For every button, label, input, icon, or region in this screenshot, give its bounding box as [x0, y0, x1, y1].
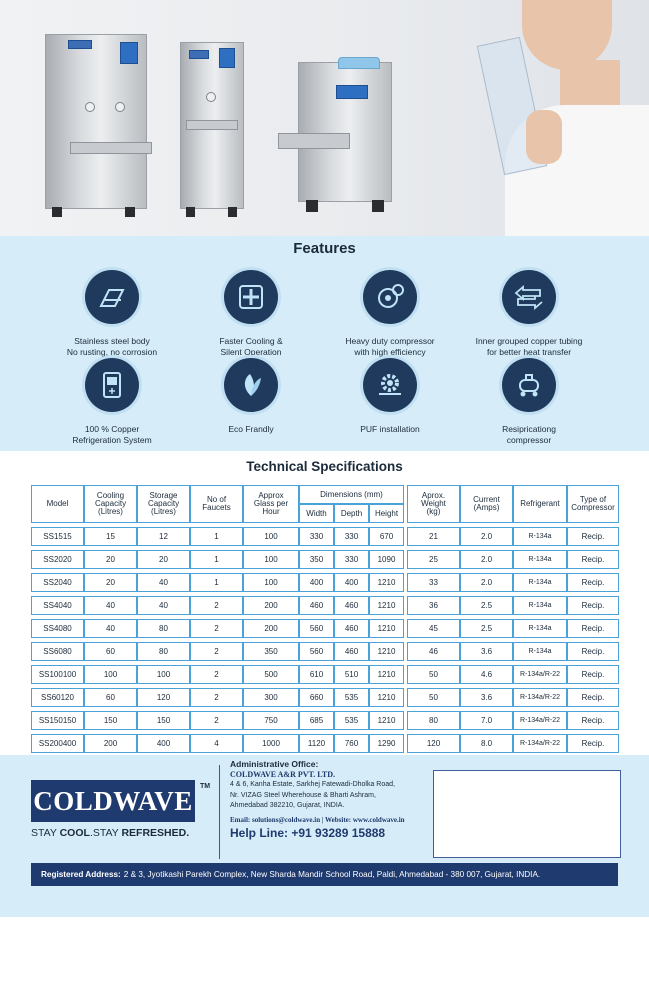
- table-cell-width: 460: [299, 596, 334, 615]
- cooler-leg: [52, 207, 62, 217]
- table-cell-glass-per-hour: 500: [243, 665, 299, 684]
- table-cell-width: 350: [299, 550, 334, 569]
- table-cell-weight: 46: [407, 642, 460, 661]
- table-cell-model: SS1515: [31, 527, 84, 546]
- table-cell-depth: 330: [334, 527, 369, 546]
- table-cell-current: 2.0: [460, 550, 513, 569]
- table-cell-glass-per-hour: 750: [243, 711, 299, 730]
- table-header-storage: Storage Capacity (Litres): [137, 485, 190, 523]
- table-cell-faucets: 2: [190, 665, 243, 684]
- table-cell-width: 660: [299, 688, 334, 707]
- feature-item: [42, 358, 182, 446]
- table-cell-glass-per-hour: 300: [243, 688, 299, 707]
- table-cell-refrigerant: R-134a: [513, 642, 567, 661]
- table-cell-cooling-capacity: 150: [84, 711, 137, 730]
- table-cell-storage-capacity: 12: [137, 527, 190, 546]
- table-header-model: Model: [31, 485, 84, 523]
- table-cell-weight: 80: [407, 711, 460, 730]
- table-cell-storage-capacity: 120: [137, 688, 190, 707]
- table-header-depth: Depth: [334, 504, 369, 523]
- feature-item: [42, 270, 182, 358]
- table-cell-refrigerant: R-134a/R-22: [513, 665, 567, 684]
- table-cell-current: 7.0: [460, 711, 513, 730]
- table-cell-model: SS4080: [31, 619, 84, 638]
- table-cell-model: SS6080: [31, 642, 84, 661]
- feature-label: for better heat transfer: [486, 347, 572, 357]
- company-name: COLDWAVE A&R PVT. LTD.: [230, 769, 335, 779]
- drip-tray: [278, 133, 350, 149]
- table-cell-depth: 400: [334, 573, 369, 592]
- table-header-glass: Approx Glass per Hour: [243, 485, 299, 523]
- table-header-current: Current (Amps): [460, 485, 513, 523]
- table-cell-faucets: 1: [190, 550, 243, 569]
- technical-specifications-section: [0, 451, 649, 755]
- table-cell-width: 685: [299, 711, 334, 730]
- table-header-height: Height: [369, 504, 404, 523]
- table-header-refrigerant: Refrigerant: [513, 485, 567, 523]
- table-header-compressor: Type of Compressor: [567, 485, 619, 523]
- table-cell-cooling-capacity: 20: [84, 573, 137, 592]
- table-cell-compressor: Recip.: [567, 596, 619, 615]
- faucet-icon: [115, 102, 125, 112]
- table-cell-cooling-capacity: 60: [84, 642, 137, 661]
- table-cell-current: 3.6: [460, 688, 513, 707]
- feature-label: compressor: [506, 435, 552, 445]
- helpline-number[interactable]: Help Line: +91 93289 15888: [230, 826, 386, 840]
- table-cell-compressor: Recip.: [567, 665, 619, 684]
- cooler-control-panel: [336, 85, 368, 99]
- table-cell-refrigerant: R-134a: [513, 596, 567, 615]
- feature-label: No rusting, no corrosion: [66, 347, 158, 357]
- cooler-leg: [125, 207, 135, 217]
- feature-item: [181, 270, 321, 358]
- table-cell-height: 1090: [369, 550, 404, 569]
- table-cell-height: 1210: [369, 596, 404, 615]
- table-cell-compressor: Recip.: [567, 711, 619, 730]
- table-cell-cooling-capacity: 20: [84, 550, 137, 569]
- address-line: 4 & 6, Kanha Estate, Sarkhej Fatewadi-Dholka Road,: [230, 781, 395, 788]
- table-cell-width: 560: [299, 619, 334, 638]
- administrative-office-block: [230, 759, 435, 839]
- feature-item: [459, 358, 599, 446]
- table-cell-current: 2.5: [460, 596, 513, 615]
- table-cell-compressor: Recip.: [567, 550, 619, 569]
- registered-address-label: Registered Address:: [41, 870, 121, 879]
- table-cell-depth: 535: [334, 688, 369, 707]
- table-cell-compressor: Recip.: [567, 527, 619, 546]
- feature-label: 100 % Copper: [84, 424, 140, 434]
- table-cell-compressor: Recip.: [567, 573, 619, 592]
- table-cell-model: SS60120: [31, 688, 84, 707]
- table-cell-glass-per-hour: 350: [243, 642, 299, 661]
- table-cell-compressor: Recip.: [567, 642, 619, 661]
- table-cell-weight: 120: [407, 734, 460, 753]
- table-cell-weight: 45: [407, 619, 460, 638]
- table-cell-depth: 330: [334, 550, 369, 569]
- cooler-leg: [228, 207, 237, 217]
- table-cell-current: 2.5: [460, 619, 513, 638]
- refrigeration-unit-icon: [85, 358, 139, 412]
- table-cell-cooling-capacity: 60: [84, 688, 137, 707]
- table-header-cooling: Cooling Capacity (Litres): [84, 485, 137, 523]
- feature-label: with high efficiency: [354, 347, 426, 357]
- dealer-stamp-box: [433, 770, 621, 858]
- table-cell-model: SS2020: [31, 550, 84, 569]
- table-cell-glass-per-hour: 200: [243, 619, 299, 638]
- table-cell-height: 1210: [369, 688, 404, 707]
- table-cell-height: 1210: [369, 665, 404, 684]
- table-cell-storage-capacity: 80: [137, 642, 190, 661]
- table-cell-weight: 33: [407, 573, 460, 592]
- address-line: Nr. VIZAG Steel Wherehouse & Bharti Ashram,: [230, 791, 376, 799]
- cooler-brand-plate: [68, 40, 92, 49]
- table-cell-faucets: 1: [190, 573, 243, 592]
- puf-gear-icon: [363, 358, 417, 412]
- feature-item: [320, 358, 460, 435]
- table-cell-height: 1290: [369, 734, 404, 753]
- feature-label: Faster Cooling &: [219, 336, 283, 346]
- table-cell-width: 330: [299, 527, 334, 546]
- table-header-faucets: No of Faucets: [190, 485, 243, 523]
- eco-leaf-icon: [224, 358, 278, 412]
- table-cell-cooling-capacity: 40: [84, 596, 137, 615]
- email-website-line[interactable]: Email: solutions@coldwave.in | Website: www.coldwave.in: [230, 815, 405, 824]
- person-hand-image: [526, 110, 562, 164]
- faucet-icon: [85, 102, 95, 112]
- table-cell-height: 1210: [369, 573, 404, 592]
- cooler-control-panel: [219, 48, 235, 68]
- feature-label: Refrigeration System: [72, 435, 152, 445]
- hero-banner: [0, 0, 649, 236]
- table-cell-height: 670: [369, 527, 404, 546]
- feature-label: Eco Frandly: [228, 424, 274, 434]
- feature-label: Inner grouped copper tubing: [475, 336, 583, 346]
- admin-heading: Administrative Office:: [230, 759, 319, 769]
- cooler-brand-plate: [189, 50, 209, 59]
- tagline: STAY COOL.STAY REFRESHED.: [31, 827, 190, 839]
- table-cell-weight: 50: [407, 665, 460, 684]
- coldwave-logo: COLDWAVE: [31, 780, 195, 822]
- table-cell-width: 560: [299, 642, 334, 661]
- table-cell-weight: 25: [407, 550, 460, 569]
- table-cell-glass-per-hour: 100: [243, 527, 299, 546]
- table-cell-faucets: 2: [190, 688, 243, 707]
- divider: [219, 765, 220, 859]
- steel-beam-icon: [85, 270, 139, 324]
- table-cell-model: SS100100: [31, 665, 84, 684]
- feature-item: [181, 358, 321, 435]
- features-title: Features: [293, 240, 356, 257]
- table-cell-glass-per-hour: 100: [243, 573, 299, 592]
- registered-address-bar: [31, 863, 618, 886]
- table-cell-cooling-capacity: 100: [84, 665, 137, 684]
- water-cooler-image-counter: [298, 62, 392, 202]
- table-cell-height: 1210: [369, 619, 404, 638]
- table-header-width: Width: [299, 504, 334, 523]
- table-cell-storage-capacity: 150: [137, 711, 190, 730]
- table-cell-depth: 510: [334, 665, 369, 684]
- table-cell-faucets: 2: [190, 596, 243, 615]
- cooler-leg: [306, 200, 318, 212]
- compressor-gear-icon: [363, 270, 417, 324]
- fan-icon: [224, 270, 278, 324]
- table-cell-compressor: Recip.: [567, 734, 619, 753]
- table-cell-cooling-capacity: 15: [84, 527, 137, 546]
- footer: [0, 755, 649, 1000]
- specs-title: Technical Specifications: [246, 459, 403, 474]
- table-cell-glass-per-hour: 1000: [243, 734, 299, 753]
- table-cell-current: 3.6: [460, 642, 513, 661]
- table-cell-current: 8.0: [460, 734, 513, 753]
- table-cell-weight: 50: [407, 688, 460, 707]
- table-cell-depth: 535: [334, 711, 369, 730]
- table-cell-model: SS200400: [31, 734, 84, 753]
- table-cell-storage-capacity: 100: [137, 665, 190, 684]
- table-cell-storage-capacity: 40: [137, 596, 190, 615]
- table-header-dimensions: Dimensions (mm): [299, 485, 404, 504]
- table-cell-current: 4.6: [460, 665, 513, 684]
- table-cell-refrigerant: R-134a: [513, 573, 567, 592]
- table-cell-refrigerant: R-134a/R-22: [513, 711, 567, 730]
- table-cell-depth: 460: [334, 642, 369, 661]
- table-cell-height: 1210: [369, 711, 404, 730]
- table-cell-weight: 21: [407, 527, 460, 546]
- drip-tray: [186, 120, 238, 130]
- table-cell-depth: 460: [334, 619, 369, 638]
- table-cell-width: 400: [299, 573, 334, 592]
- feature-label: PUF installation: [360, 424, 420, 434]
- table-cell-glass-per-hour: 200: [243, 596, 299, 615]
- drip-tray: [70, 142, 152, 154]
- cooler-top-cap: [338, 57, 380, 69]
- table-cell-storage-capacity: 20: [137, 550, 190, 569]
- cooler-leg: [186, 207, 195, 217]
- table-cell-faucets: 2: [190, 711, 243, 730]
- table-cell-faucets: 1: [190, 527, 243, 546]
- cooler-leg: [372, 200, 384, 212]
- table-cell-glass-per-hour: 100: [243, 550, 299, 569]
- feature-item: [320, 270, 460, 358]
- cooler-control-panel: [120, 42, 138, 64]
- table-cell-width: 610: [299, 665, 334, 684]
- table-cell-storage-capacity: 80: [137, 619, 190, 638]
- table-cell-model: SS4040: [31, 596, 84, 615]
- table-cell-compressor: Recip.: [567, 619, 619, 638]
- feature-label: Resipricationg: [502, 424, 556, 434]
- faucet-icon: [206, 92, 216, 102]
- table-cell-faucets: 2: [190, 619, 243, 638]
- table-cell-weight: 36: [407, 596, 460, 615]
- feature-item: [459, 270, 599, 358]
- table-cell-faucets: 4: [190, 734, 243, 753]
- reciprocating-compressor-icon: [502, 358, 556, 412]
- feature-label: Silent Operation: [220, 347, 282, 357]
- table-cell-current: 2.0: [460, 573, 513, 592]
- table-cell-refrigerant: R-134a: [513, 550, 567, 569]
- table-cell-storage-capacity: 400: [137, 734, 190, 753]
- table-cell-refrigerant: R-134a/R-22: [513, 688, 567, 707]
- table-cell-height: 1210: [369, 642, 404, 661]
- table-cell-depth: 460: [334, 596, 369, 615]
- table-cell-refrigerant: R-134a: [513, 619, 567, 638]
- table-cell-refrigerant: R-134a/R-22: [513, 734, 567, 753]
- table-cell-depth: 760: [334, 734, 369, 753]
- features-section: [0, 236, 649, 451]
- table-cell-cooling-capacity: 40: [84, 619, 137, 638]
- feature-label: Heavy duty compressor: [345, 336, 435, 346]
- table-cell-current: 2.0: [460, 527, 513, 546]
- trademark-mark: TM: [200, 783, 211, 790]
- table-cell-refrigerant: R-134a: [513, 527, 567, 546]
- table-cell-width: 1120: [299, 734, 334, 753]
- table-cell-model: SS2040: [31, 573, 84, 592]
- table-cell-faucets: 2: [190, 642, 243, 661]
- registered-address-text: 2 & 3, Jyotikashi Parekh Complex, New Sharda Mandir School Road, Paldi, Ahmedabad - 380 007, Gujarat, INDIA.: [123, 870, 541, 879]
- address-line: Ahmedabad 382210, Gujarat, INDIA.: [230, 802, 345, 809]
- table-header-weight: Aprox. Weight (kg): [407, 485, 460, 523]
- table-cell-compressor: Recip.: [567, 688, 619, 707]
- table-cell-cooling-capacity: 200: [84, 734, 137, 753]
- table-cell-model: SS150150: [31, 711, 84, 730]
- copper-tubing-arrows-icon: [502, 270, 556, 324]
- contact-band: [0, 755, 649, 917]
- table-cell-storage-capacity: 40: [137, 573, 190, 592]
- feature-label: Stainless steel body: [74, 336, 150, 346]
